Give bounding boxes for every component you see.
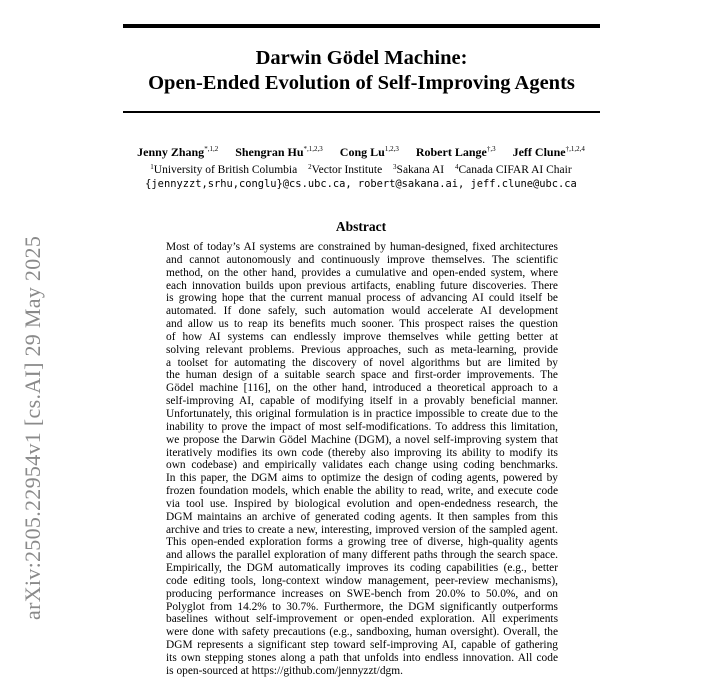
abstract-line: were done with safety precautions (e.g., sandboxing, human oversight). Overall, the (166, 626, 558, 639)
abstract-line: DGM represents a significant step toward self-improving AI, capable of gathering (166, 639, 558, 652)
abstract-line: iteratively modifies its own code (thereby also improving its ability to modify its (166, 446, 558, 459)
abstract-line: and allows the parallel exploration of many different paths through the search space. (166, 549, 558, 562)
author: Jeff Clune$^{\dagger,1,2,4}$ (512, 145, 585, 159)
affiliation: $^2$Vector Institute (308, 163, 383, 176)
abstract-line: a toolset for automating the discovery of novel algorithms but are limited by (166, 356, 558, 369)
abstract-line: DGM maintains an archive of generated coding agents. It then samples from this (166, 510, 558, 523)
abstract-body (166, 241, 558, 678)
abstract-line: In this paper, the DGM aims to optimize the design of coding agents, powered by (166, 472, 558, 485)
abstract-line: solving relevant problems. Previous approaches, such as meta-learning, provide (166, 343, 558, 356)
abstract-line: and allow us to reap its benefits much sooner. This prospect raises the question (166, 318, 558, 331)
abstract-line: Gödel machine [116], on the other hand, introduced a theoretical approach to a (166, 382, 558, 395)
abstract-line: its own stepping stones along a path that unfolds into endless innovation. All code (166, 652, 558, 664)
affiliation: $^3$Sakana AI (393, 163, 445, 176)
top-rule (123, 24, 600, 28)
abstract-line: of how AI systems can endlessly improve themselves while getting better at (166, 330, 558, 343)
author: Robert Lange$^{\dagger,3}$ (415, 145, 496, 159)
abstract-line: This open-ended exploration forms a growing tree of diverse, high-quality agents (166, 536, 558, 549)
abstract-line: Empirically, the DGM automatically improves its coding capabilities (e.g., better (166, 562, 558, 575)
abstract-line: we propose the Darwin Gödel Machine (DGM), a novel self-improving system that (166, 433, 558, 446)
affiliation-list (0, 164, 705, 176)
abstract-line: Most of today’s AI systems are constrained by human-designed, fixed architectures (166, 241, 558, 253)
author: Cong Lu$^{1,2,3}$ (339, 145, 399, 159)
abstract-line: own codebase) and empirically validates each change using coding benchmarks. (166, 459, 558, 472)
author-emails: {jennyzzt,srhu,conglu}@cs.ubc.ca, robert@sakana.ai, jeff.clune@ubc.ca (145, 178, 577, 190)
abstract-line: the human design of a suitable search space and first-order improvements. The (166, 369, 558, 382)
author-list (0, 145, 705, 160)
abstract-heading: Abstract (335, 219, 387, 234)
abstract-line: self-improving AI, capable of modifying itself in a provably beneficial manner. (166, 395, 558, 408)
abstract-line: method, on the other hand, provides a cumulative and open-ended system, where (166, 266, 558, 279)
author: Shengran $Hu^{*,1,2,3}$ (235, 145, 323, 159)
abstract-line: via tool use. Inspired by biological evolution and open-endedness research, the (166, 497, 558, 510)
arxiv-identifier-stamp: arXiv:2505.22954v1 [cs.AI] 29 May 2025 (20, 235, 45, 620)
abstract-line: code editing tools, long-context window management, peer-review mechanisms), (166, 574, 558, 587)
abstract-line: frozen foundation models, which enable the ability to read, write, and execute code (166, 485, 558, 498)
abstract-line: Polyglot from 14.2% to 30.7%. Furthermore, the DGM significantly outperforms (166, 600, 558, 613)
bottom-rule (123, 111, 600, 113)
abstract-line: Unfortunately, this original formulation is in practice impossible to create due to the (166, 407, 558, 420)
abstract-line: and cannot autonomously and continuously improve themselves. The scientific (166, 253, 558, 266)
abstract-line: inability to prove the impact of most self-modifications. To address this limitation, (166, 420, 558, 433)
affiliation: $^1$University of British Columbia (150, 163, 298, 176)
abstract-line: is growing hope that the current manual process of advancing AI could itself be (166, 292, 558, 305)
abstract-line: is open-sourced at https://github.com/jennyzzt/dgm. (166, 664, 403, 677)
paper-title-line-1: Darwin Gödel Machine: (255, 47, 468, 69)
abstract-line: archive and tries to create a new, interesting, improved version of the sampled agent. (166, 523, 558, 536)
author: Jenny Zhang$^{*,1,2}$ (137, 145, 219, 159)
abstract-line: automated. If done safely, such automation would accelerate AI development (166, 305, 558, 318)
abstract-line: producing performance increases on SWE-bench from 20.0% to 50.0%, and on (166, 587, 558, 600)
paper-title-line-2: Open-Ended Evolution of Self-Improving Agents (148, 72, 575, 94)
abstract-line: each innovation builds upon previous artifacts, enabling future discoveries. There (166, 279, 558, 292)
abstract-line: baselines without self-improvement or open-ended exploration. All experiments (166, 613, 558, 626)
affiliation: $^4$Canada CIFAR AI Chair (455, 163, 572, 176)
